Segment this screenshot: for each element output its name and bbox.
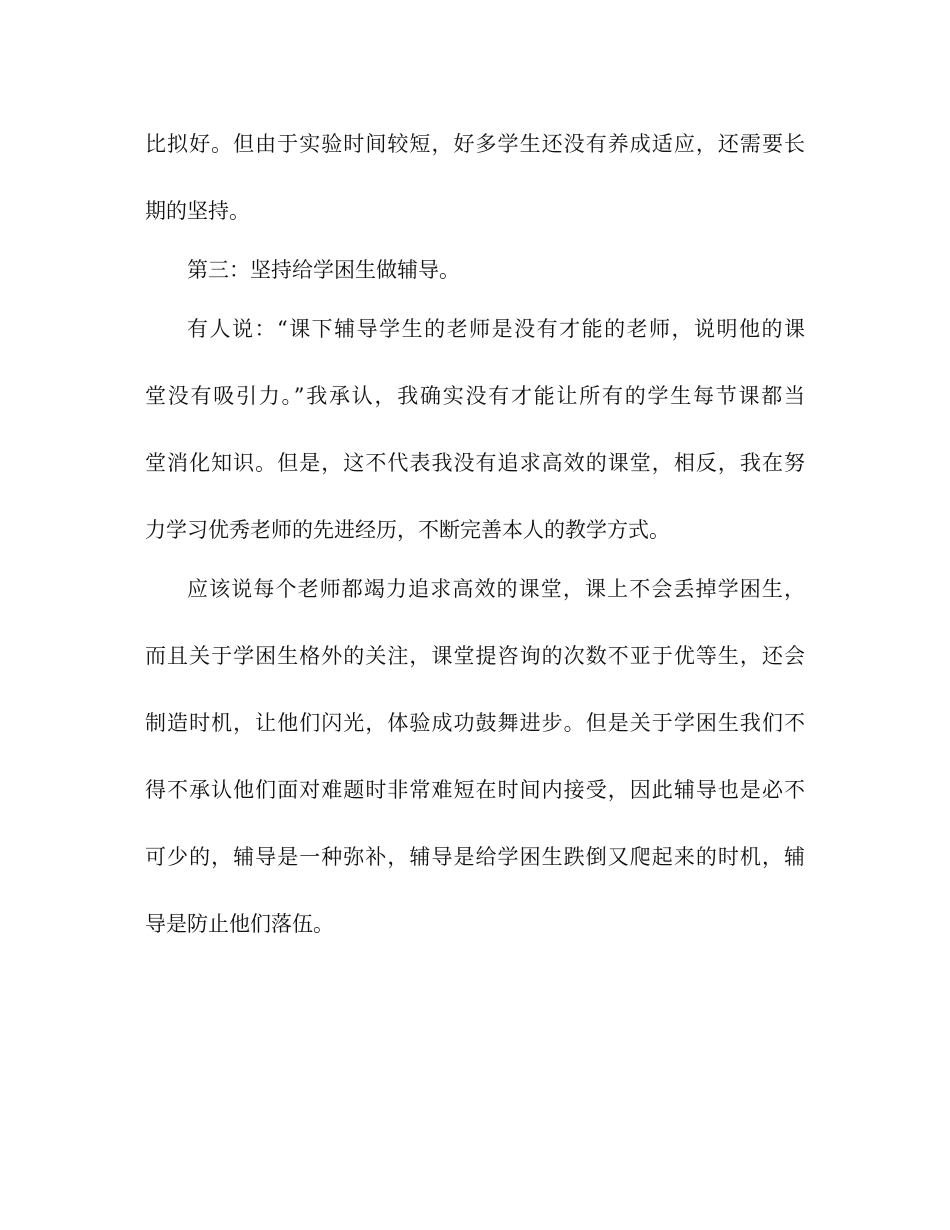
text-line: 力学习优秀老师的先进经历，不断完善本人的教学方式。 [145,518,670,542]
text-line: 堂消化知识。但是，这不代表我没有追求高效的课堂，相反，我在努 [145,451,805,475]
text-line: 导是防止他们落伍。 [145,912,334,936]
text-line: 可少的，辅导是一种弥补，辅导是给学困生跌倒又爬起来的时机，辅 [145,845,805,869]
text-line: 堂没有吸引力。”我承认，我确实没有才能让所有的学生每节课都当 [145,384,805,408]
text-line: 比拟好。但由于实验时间较短，好多学生还没有养成适应，还需要长 [145,132,805,156]
text-line: 期的坚持。 [145,199,250,223]
text-line: 得不承认他们面对难题时非常难短在时间内接受，因此辅导也是必不 [145,778,805,802]
section-heading: 第三：坚持给学困生做辅导。 [187,258,460,282]
text-line: 而且关于学困生格外的关注，课堂提咨询的次数不亚于优等生，还会 [145,644,805,668]
text-line: 有人说：“课下辅导学生的老师是没有才能的老师，说明他的课 [187,317,805,341]
text-line: 制造时机，让他们闪光，体验成功鼓舞进步。但是关于学困生我们不 [145,711,805,735]
document-body [145,122,805,969]
text-line: 应该说每个老师都竭力追求高效的课堂，课上不会丢掉学困生， [187,577,805,601]
